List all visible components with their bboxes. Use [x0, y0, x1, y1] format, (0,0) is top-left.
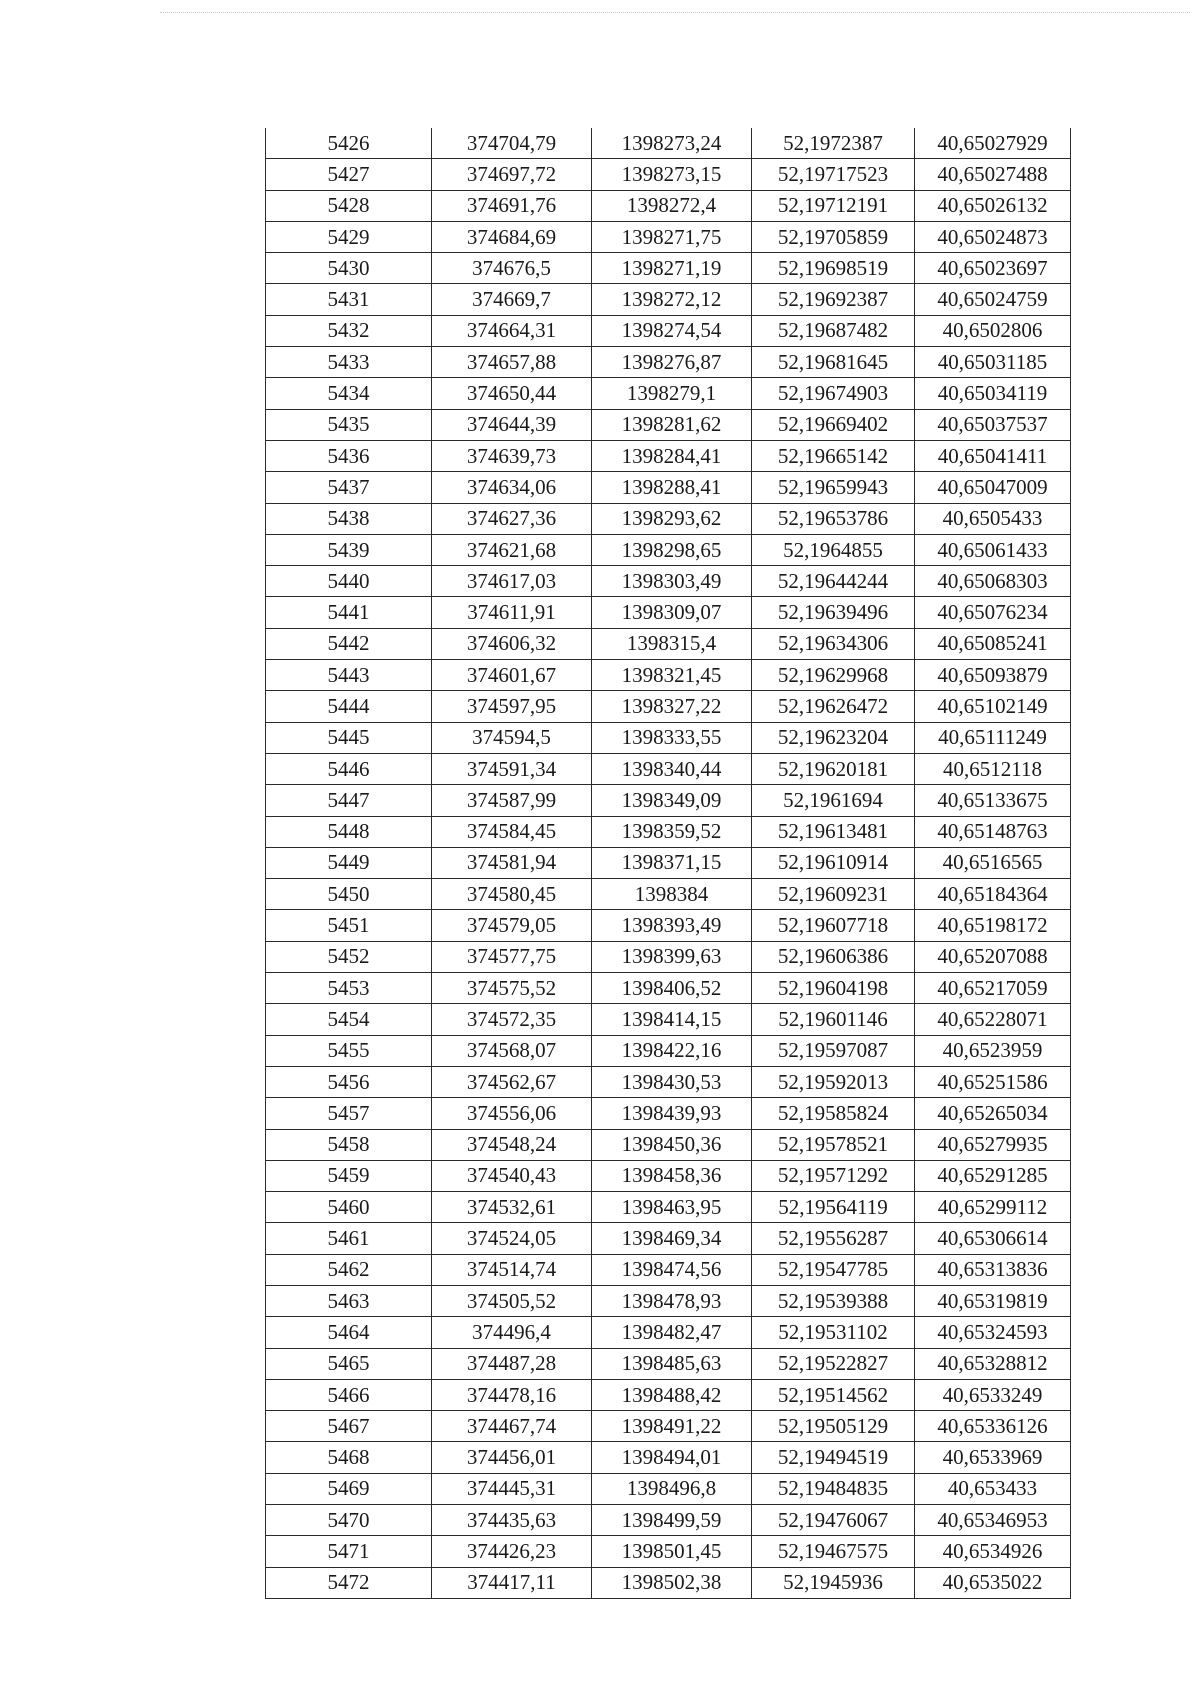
point-number-cell: 5446	[266, 753, 432, 784]
y-coordinate-cell: 1398501,45	[592, 1536, 752, 1567]
table-row	[266, 347, 1071, 378]
longitude-cell: 40,65026132	[915, 190, 1071, 221]
table-row	[266, 566, 1071, 597]
latitude-cell: 52,19674903	[752, 378, 915, 409]
y-coordinate-cell: 1398458,36	[592, 1160, 752, 1191]
latitude-cell: 52,19578521	[752, 1129, 915, 1160]
y-coordinate-cell: 1398273,15	[592, 159, 752, 190]
longitude-cell: 40,65037537	[915, 409, 1071, 440]
latitude-cell: 52,19626472	[752, 691, 915, 722]
table-row	[266, 879, 1071, 910]
point-number-cell: 5441	[266, 597, 432, 628]
longitude-cell: 40,65346953	[915, 1505, 1071, 1536]
x-coordinate-cell: 374611,91	[432, 597, 592, 628]
longitude-cell: 40,65133675	[915, 785, 1071, 816]
longitude-cell: 40,65279935	[915, 1129, 1071, 1160]
point-number-cell: 5442	[266, 628, 432, 659]
table-row	[266, 1223, 1071, 1254]
table-row	[266, 190, 1071, 221]
x-coordinate-cell: 374634,06	[432, 472, 592, 503]
latitude-cell: 52,19639496	[752, 597, 915, 628]
table-row	[266, 941, 1071, 972]
x-coordinate-cell: 374426,23	[432, 1536, 592, 1567]
latitude-cell: 52,1945936	[752, 1567, 915, 1598]
y-coordinate-cell: 1398340,44	[592, 753, 752, 784]
latitude-cell: 52,19705859	[752, 221, 915, 252]
point-number-cell: 5456	[266, 1066, 432, 1097]
longitude-cell: 40,65093879	[915, 660, 1071, 691]
x-coordinate-cell: 374456,01	[432, 1442, 592, 1473]
table-row	[266, 440, 1071, 471]
longitude-cell: 40,65061433	[915, 534, 1071, 565]
longitude-cell: 40,65184364	[915, 879, 1071, 910]
table-row	[266, 409, 1071, 440]
latitude-cell: 52,19494519	[752, 1442, 915, 1473]
x-coordinate-cell: 374639,73	[432, 440, 592, 471]
longitude-cell: 40,65319819	[915, 1285, 1071, 1316]
latitude-cell: 52,19547785	[752, 1254, 915, 1285]
point-number-cell: 5440	[266, 566, 432, 597]
table-row	[266, 159, 1071, 190]
point-number-cell: 5447	[266, 785, 432, 816]
latitude-cell: 52,19687482	[752, 315, 915, 346]
point-number-cell: 5470	[266, 1505, 432, 1536]
y-coordinate-cell: 1398371,15	[592, 847, 752, 878]
longitude-cell: 40,65198172	[915, 910, 1071, 941]
point-number-cell: 5457	[266, 1098, 432, 1129]
y-coordinate-cell: 1398271,75	[592, 221, 752, 252]
y-coordinate-cell: 1398272,4	[592, 190, 752, 221]
point-number-cell: 5435	[266, 409, 432, 440]
table-row	[266, 691, 1071, 722]
y-coordinate-cell: 1398359,52	[592, 816, 752, 847]
table-row	[266, 503, 1071, 534]
latitude-cell: 52,19669402	[752, 409, 915, 440]
longitude-cell: 40,65328812	[915, 1348, 1071, 1379]
y-coordinate-cell: 1398298,65	[592, 534, 752, 565]
point-number-cell: 5449	[266, 847, 432, 878]
x-coordinate-cell: 374496,4	[432, 1317, 592, 1348]
latitude-cell: 52,19467575	[752, 1536, 915, 1567]
point-number-cell: 5430	[266, 253, 432, 284]
y-coordinate-cell: 1398293,62	[592, 503, 752, 534]
x-coordinate-cell: 374650,44	[432, 378, 592, 409]
latitude-cell: 52,19564119	[752, 1192, 915, 1223]
point-number-cell: 5439	[266, 534, 432, 565]
point-number-cell: 5458	[266, 1129, 432, 1160]
point-number-cell: 5429	[266, 221, 432, 252]
latitude-cell: 52,19607718	[752, 910, 915, 941]
longitude-cell: 40,65207088	[915, 941, 1071, 972]
point-number-cell: 5427	[266, 159, 432, 190]
y-coordinate-cell: 1398309,07	[592, 597, 752, 628]
x-coordinate-cell: 374575,52	[432, 973, 592, 1004]
x-coordinate-cell: 374579,05	[432, 910, 592, 941]
point-number-cell: 5467	[266, 1411, 432, 1442]
point-number-cell: 5463	[266, 1285, 432, 1316]
x-coordinate-cell: 374684,69	[432, 221, 592, 252]
longitude-cell: 40,65027488	[915, 159, 1071, 190]
point-number-cell: 5460	[266, 1192, 432, 1223]
table-row	[266, 1473, 1071, 1504]
table-row	[266, 1317, 1071, 1348]
table-row	[266, 221, 1071, 252]
table-row	[266, 128, 1071, 159]
x-coordinate-cell: 374467,74	[432, 1411, 592, 1442]
point-number-cell: 5444	[266, 691, 432, 722]
x-coordinate-cell: 374572,35	[432, 1004, 592, 1035]
point-number-cell: 5450	[266, 879, 432, 910]
point-number-cell: 5448	[266, 816, 432, 847]
x-coordinate-cell: 374676,5	[432, 253, 592, 284]
table-row	[266, 253, 1071, 284]
table-row	[266, 1505, 1071, 1536]
latitude-cell: 52,19692387	[752, 284, 915, 315]
x-coordinate-cell: 374532,61	[432, 1192, 592, 1223]
latitude-cell: 52,19609231	[752, 879, 915, 910]
y-coordinate-cell: 1398393,49	[592, 910, 752, 941]
table-row	[266, 1129, 1071, 1160]
table-row	[266, 284, 1071, 315]
table-row	[266, 1004, 1071, 1035]
table-row	[266, 1066, 1071, 1097]
x-coordinate-cell: 374594,5	[432, 722, 592, 753]
point-number-cell: 5466	[266, 1379, 432, 1410]
x-coordinate-cell: 374577,75	[432, 941, 592, 972]
point-number-cell: 5438	[266, 503, 432, 534]
y-coordinate-cell: 1398496,8	[592, 1473, 752, 1504]
point-number-cell: 5443	[266, 660, 432, 691]
y-coordinate-cell: 1398478,93	[592, 1285, 752, 1316]
longitude-cell: 40,6505433	[915, 503, 1071, 534]
point-number-cell: 5462	[266, 1254, 432, 1285]
x-coordinate-cell: 374591,34	[432, 753, 592, 784]
longitude-cell: 40,653433	[915, 1473, 1071, 1504]
point-number-cell: 5453	[266, 973, 432, 1004]
x-coordinate-cell: 374627,36	[432, 503, 592, 534]
y-coordinate-cell: 1398276,87	[592, 347, 752, 378]
latitude-cell: 52,1972387	[752, 128, 915, 159]
latitude-cell: 52,19556287	[752, 1223, 915, 1254]
latitude-cell: 52,19613481	[752, 816, 915, 847]
y-coordinate-cell: 1398430,53	[592, 1066, 752, 1097]
x-coordinate-cell: 374562,67	[432, 1066, 592, 1097]
point-number-cell: 5465	[266, 1348, 432, 1379]
x-coordinate-cell: 374540,43	[432, 1160, 592, 1191]
latitude-cell: 52,19629968	[752, 660, 915, 691]
y-coordinate-cell: 1398315,4	[592, 628, 752, 659]
x-coordinate-cell: 374697,72	[432, 159, 592, 190]
latitude-cell: 52,19522827	[752, 1348, 915, 1379]
point-number-cell: 5445	[266, 722, 432, 753]
longitude-cell: 40,65313836	[915, 1254, 1071, 1285]
point-number-cell: 5471	[266, 1536, 432, 1567]
x-coordinate-cell: 374597,95	[432, 691, 592, 722]
longitude-cell: 40,65024759	[915, 284, 1071, 315]
latitude-cell: 52,19644244	[752, 566, 915, 597]
x-coordinate-cell: 374505,52	[432, 1285, 592, 1316]
x-coordinate-cell: 374524,05	[432, 1223, 592, 1254]
y-coordinate-cell: 1398281,62	[592, 409, 752, 440]
y-coordinate-cell: 1398333,55	[592, 722, 752, 753]
longitude-cell: 40,65336126	[915, 1411, 1071, 1442]
longitude-cell: 40,65299112	[915, 1192, 1071, 1223]
x-coordinate-cell: 374548,24	[432, 1129, 592, 1160]
x-coordinate-cell: 374704,79	[432, 128, 592, 159]
longitude-cell: 40,65076234	[915, 597, 1071, 628]
coordinates-table	[265, 128, 1071, 1599]
latitude-cell: 52,19597087	[752, 1035, 915, 1066]
y-coordinate-cell: 1398273,24	[592, 128, 752, 159]
x-coordinate-cell: 374581,94	[432, 847, 592, 878]
longitude-cell: 40,6523959	[915, 1035, 1071, 1066]
x-coordinate-cell: 374445,31	[432, 1473, 592, 1504]
longitude-cell: 40,65041411	[915, 440, 1071, 471]
latitude-cell: 52,19505129	[752, 1411, 915, 1442]
x-coordinate-cell: 374417,11	[432, 1567, 592, 1598]
table-row	[266, 1192, 1071, 1223]
coordinates-table-body	[266, 128, 1071, 1598]
longitude-cell: 40,6533249	[915, 1379, 1071, 1410]
longitude-cell: 40,65306614	[915, 1223, 1071, 1254]
table-row	[266, 1567, 1071, 1598]
table-row	[266, 1348, 1071, 1379]
y-coordinate-cell: 1398272,12	[592, 284, 752, 315]
longitude-cell: 40,65111249	[915, 722, 1071, 753]
point-number-cell: 5455	[266, 1035, 432, 1066]
latitude-cell: 52,19604198	[752, 973, 915, 1004]
table-row	[266, 1098, 1071, 1129]
longitude-cell: 40,65217059	[915, 973, 1071, 1004]
y-coordinate-cell: 1398499,59	[592, 1505, 752, 1536]
longitude-cell: 40,65047009	[915, 472, 1071, 503]
latitude-cell: 52,19592013	[752, 1066, 915, 1097]
table-row	[266, 378, 1071, 409]
point-number-cell: 5428	[266, 190, 432, 221]
table-row	[266, 1160, 1071, 1191]
table-row	[266, 660, 1071, 691]
latitude-cell: 52,19665142	[752, 440, 915, 471]
latitude-cell: 52,19571292	[752, 1160, 915, 1191]
table-row	[266, 973, 1071, 1004]
latitude-cell: 52,19484835	[752, 1473, 915, 1504]
x-coordinate-cell: 374606,32	[432, 628, 592, 659]
point-number-cell: 5432	[266, 315, 432, 346]
y-coordinate-cell: 1398469,34	[592, 1223, 752, 1254]
y-coordinate-cell: 1398502,38	[592, 1567, 752, 1598]
x-coordinate-cell: 374435,63	[432, 1505, 592, 1536]
latitude-cell: 52,19610914	[752, 847, 915, 878]
table-row	[266, 753, 1071, 784]
y-coordinate-cell: 1398450,36	[592, 1129, 752, 1160]
y-coordinate-cell: 1398491,22	[592, 1411, 752, 1442]
point-number-cell: 5468	[266, 1442, 432, 1473]
table-row	[266, 1536, 1071, 1567]
latitude-cell: 52,19634306	[752, 628, 915, 659]
longitude-cell: 40,65031185	[915, 347, 1071, 378]
latitude-cell: 52,19606386	[752, 941, 915, 972]
table-row	[266, 910, 1071, 941]
latitude-cell: 52,19585824	[752, 1098, 915, 1129]
y-coordinate-cell: 1398494,01	[592, 1442, 752, 1473]
y-coordinate-cell: 1398384	[592, 879, 752, 910]
y-coordinate-cell: 1398488,42	[592, 1379, 752, 1410]
longitude-cell: 40,6516565	[915, 847, 1071, 878]
longitude-cell: 40,65291285	[915, 1160, 1071, 1191]
x-coordinate-cell: 374644,39	[432, 409, 592, 440]
table-row	[266, 785, 1071, 816]
latitude-cell: 52,19698519	[752, 253, 915, 284]
longitude-cell: 40,65102149	[915, 691, 1071, 722]
x-coordinate-cell: 374657,88	[432, 347, 592, 378]
table-row	[266, 628, 1071, 659]
longitude-cell: 40,65228071	[915, 1004, 1071, 1035]
x-coordinate-cell: 374691,76	[432, 190, 592, 221]
point-number-cell: 5459	[266, 1160, 432, 1191]
y-coordinate-cell: 1398406,52	[592, 973, 752, 1004]
latitude-cell: 52,19653786	[752, 503, 915, 534]
latitude-cell: 52,19539388	[752, 1285, 915, 1316]
longitude-cell: 40,65027929	[915, 128, 1071, 159]
table-row	[266, 1035, 1071, 1066]
table-row	[266, 472, 1071, 503]
longitude-cell: 40,65324593	[915, 1317, 1071, 1348]
x-coordinate-cell: 374601,67	[432, 660, 592, 691]
x-coordinate-cell: 374478,16	[432, 1379, 592, 1410]
latitude-cell: 52,1961694	[752, 785, 915, 816]
point-number-cell: 5472	[266, 1567, 432, 1598]
longitude-cell: 40,65148763	[915, 816, 1071, 847]
latitude-cell: 52,1964855	[752, 534, 915, 565]
y-coordinate-cell: 1398349,09	[592, 785, 752, 816]
table-row	[266, 1285, 1071, 1316]
x-coordinate-cell: 374487,28	[432, 1348, 592, 1379]
table-row	[266, 597, 1071, 628]
point-number-cell: 5451	[266, 910, 432, 941]
point-number-cell: 5454	[266, 1004, 432, 1035]
table-row	[266, 1254, 1071, 1285]
y-coordinate-cell: 1398422,16	[592, 1035, 752, 1066]
table-row	[266, 315, 1071, 346]
longitude-cell: 40,65085241	[915, 628, 1071, 659]
longitude-cell: 40,65265034	[915, 1098, 1071, 1129]
table-row	[266, 722, 1071, 753]
longitude-cell: 40,6502806	[915, 315, 1071, 346]
latitude-cell: 52,19712191	[752, 190, 915, 221]
y-coordinate-cell: 1398474,56	[592, 1254, 752, 1285]
latitude-cell: 52,19659943	[752, 472, 915, 503]
y-coordinate-cell: 1398271,19	[592, 253, 752, 284]
point-number-cell: 5464	[266, 1317, 432, 1348]
y-coordinate-cell: 1398279,1	[592, 378, 752, 409]
x-coordinate-cell: 374568,07	[432, 1035, 592, 1066]
point-number-cell: 5431	[266, 284, 432, 315]
y-coordinate-cell: 1398439,93	[592, 1098, 752, 1129]
y-coordinate-cell: 1398274,54	[592, 315, 752, 346]
x-coordinate-cell: 374617,03	[432, 566, 592, 597]
longitude-cell: 40,6534926	[915, 1536, 1071, 1567]
x-coordinate-cell: 374664,31	[432, 315, 592, 346]
point-number-cell: 5437	[266, 472, 432, 503]
table-row	[266, 816, 1071, 847]
table-row	[266, 1442, 1071, 1473]
point-number-cell: 5426	[266, 128, 432, 159]
point-number-cell: 5434	[266, 378, 432, 409]
y-coordinate-cell: 1398463,95	[592, 1192, 752, 1223]
point-number-cell: 5452	[266, 941, 432, 972]
latitude-cell: 52,19476067	[752, 1505, 915, 1536]
y-coordinate-cell: 1398303,49	[592, 566, 752, 597]
point-number-cell: 5461	[266, 1223, 432, 1254]
longitude-cell: 40,6533969	[915, 1442, 1071, 1473]
longitude-cell: 40,6512118	[915, 753, 1071, 784]
longitude-cell: 40,6535022	[915, 1567, 1071, 1598]
longitude-cell: 40,65068303	[915, 566, 1071, 597]
latitude-cell: 52,19620181	[752, 753, 915, 784]
y-coordinate-cell: 1398288,41	[592, 472, 752, 503]
table-row	[266, 534, 1071, 565]
y-coordinate-cell: 1398485,63	[592, 1348, 752, 1379]
latitude-cell: 52,19681645	[752, 347, 915, 378]
latitude-cell: 52,19601146	[752, 1004, 915, 1035]
x-coordinate-cell: 374556,06	[432, 1098, 592, 1129]
scan-artifact-line	[160, 12, 1190, 14]
y-coordinate-cell: 1398414,15	[592, 1004, 752, 1035]
longitude-cell: 40,65034119	[915, 378, 1071, 409]
table-row	[266, 1411, 1071, 1442]
x-coordinate-cell: 374669,7	[432, 284, 592, 315]
longitude-cell: 40,65023697	[915, 253, 1071, 284]
point-number-cell: 5469	[266, 1473, 432, 1504]
table-row	[266, 847, 1071, 878]
x-coordinate-cell: 374584,45	[432, 816, 592, 847]
y-coordinate-cell: 1398399,63	[592, 941, 752, 972]
y-coordinate-cell: 1398482,47	[592, 1317, 752, 1348]
longitude-cell: 40,65024873	[915, 221, 1071, 252]
point-number-cell: 5433	[266, 347, 432, 378]
x-coordinate-cell: 374514,74	[432, 1254, 592, 1285]
x-coordinate-cell: 374580,45	[432, 879, 592, 910]
latitude-cell: 52,19514562	[752, 1379, 915, 1410]
latitude-cell: 52,19623204	[752, 722, 915, 753]
longitude-cell: 40,65251586	[915, 1066, 1071, 1097]
y-coordinate-cell: 1398284,41	[592, 440, 752, 471]
x-coordinate-cell: 374587,99	[432, 785, 592, 816]
y-coordinate-cell: 1398327,22	[592, 691, 752, 722]
table-row	[266, 1379, 1071, 1410]
y-coordinate-cell: 1398321,45	[592, 660, 752, 691]
latitude-cell: 52,19531102	[752, 1317, 915, 1348]
point-number-cell: 5436	[266, 440, 432, 471]
x-coordinate-cell: 374621,68	[432, 534, 592, 565]
latitude-cell: 52,19717523	[752, 159, 915, 190]
